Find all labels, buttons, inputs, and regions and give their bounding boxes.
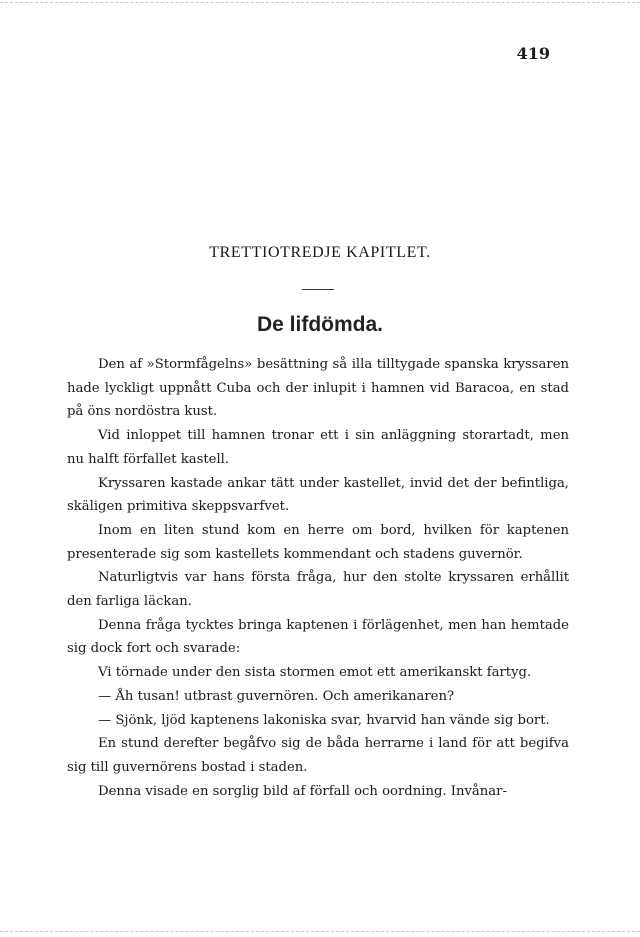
- paragraph: Vid inloppet till hamnen tronar ett i sin anläggning storartadt, men nu halft förfallet kastell.: [67, 428, 569, 467]
- paragraph: — Åh tusan! utbrast guvernören. Och amerikanaren?: [98, 688, 455, 704]
- paragraph: Vi törnade under den sista stormen emot ett amerikanskt fartyg.: [98, 665, 532, 681]
- paragraph: En stund derefter begåfvo sig de båda herrarne i land för att begifva sig till guvernörens bostad i staden.: [67, 736, 569, 775]
- page-bottom-edge: [0, 931, 640, 932]
- paragraph: Den af »Stormfågelns» besättning så illa tilltygade spanska kryssaren hade lyckligt uppnått Cuba och der inlupit i hamnen vid Baracoa, en stad på öns nordöstra kust.: [67, 357, 569, 420]
- paragraph: Kryssaren kastade ankar tätt under kastellet, invid det der befintliga, skäligen primitiva skeppsvarfvet.: [67, 475, 569, 515]
- paragraph: Naturligtvis var hans första fråga, hur den stolte kryssaren erhållit den farliga läckan.: [67, 570, 569, 610]
- page-top-edge: [0, 2, 640, 3]
- heading-divider: [302, 289, 334, 290]
- chapter-title: De lifdömda.: [256, 313, 383, 336]
- chapter-heading: TRETTIOTREDJE KAPITLET.: [209, 244, 431, 261]
- paragraph: Inom en liten stund kom en herre om bord, hvilken för kaptenen presenterade sig som kastellets kommendant och stadens guvernör.: [67, 522, 569, 562]
- page-number: 419: [516, 44, 550, 63]
- body-text: [67, 353, 569, 803]
- paragraph: — Sjönk, ljöd kaptenens lakoniska svar, hvarvid han vände sig bort.: [98, 712, 550, 728]
- paragraph: Denna visade en sorglig bild af förfall och oordning. Invånar-: [98, 783, 507, 799]
- paragraph: Denna fråga tycktes bringa kaptenen i förlägenhet, men han hemtade sig dock fort och svarade:: [67, 617, 569, 657]
